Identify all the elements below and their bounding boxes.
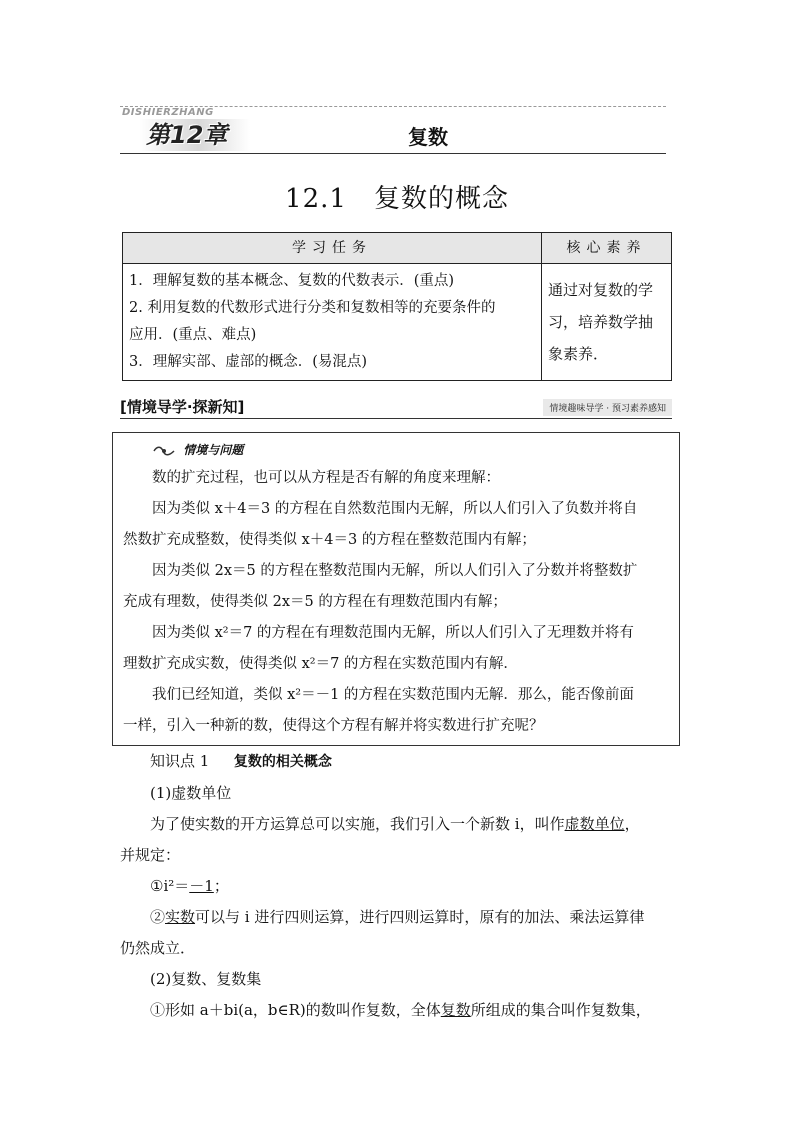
rule-continuation: 仍然成立． — [120, 939, 196, 957]
situation-heading-text: 情境与问题 — [183, 443, 244, 457]
situation-box — [112, 432, 680, 746]
task-item: 2. 利用复数的代数形式进行分类和复数相等的充要条件的 — [129, 300, 496, 316]
task-item: 应用．(重点、难点) — [129, 327, 257, 343]
knowledge-point-label: 知识点 1 — [150, 752, 210, 770]
learning-task-table — [122, 232, 672, 381]
intro-section-bar — [120, 396, 672, 419]
rule-item — [120, 902, 672, 933]
literacy-cell — [542, 264, 672, 381]
rule-text: ①形如 a＋bi(a，b∈R)的数叫作复数，全体 — [150, 1001, 441, 1019]
section-title: 12.1 复数的概念 — [285, 184, 509, 214]
paragraph-text: 为了使实数的开方运算总可以实施，我们引入一个新数 i，叫作 — [150, 815, 565, 833]
knowledge-point-title: 复数的相关概念 — [233, 754, 332, 770]
situation-line: 充成有理数，使得类似 2x＝5 的方程在有理数范围内有解； — [123, 594, 507, 610]
underlined-term: 实数 — [165, 908, 196, 926]
subheading: (2)复数、复数集 — [150, 970, 262, 988]
underlined-term: －1 — [189, 877, 214, 895]
header-learning-tasks: 学习任务 — [123, 233, 542, 264]
situation-text — [123, 463, 671, 742]
rule-item — [120, 995, 672, 1026]
literacy-line: 象素养． — [548, 345, 609, 363]
situation-line: 一样，引入一种新的数，使得这个方程有解并将实数进行扩充呢？ — [123, 718, 544, 734]
chapter-header — [120, 106, 666, 154]
task-item: 3．理解实部、虚部的概念．(易混点) — [129, 354, 368, 370]
situation-heading — [153, 441, 243, 458]
chapter-title: 复数 — [408, 125, 448, 149]
rule-text: ② — [150, 908, 166, 926]
situation-line: 理数扩充成实数，使得类似 x²＝7 的方程在实数范围内有解． — [123, 656, 518, 672]
situation-line: 然数扩充成整数，使得类似 x＋4＝3 的方程在整数范围内有解； — [123, 532, 536, 548]
chapter-pinyin: DISHIERZHANG — [122, 107, 214, 118]
situation-line: 因为类似 x＋4＝3 的方程在自然数范围内无解，所以人们引入了负数并将自 — [152, 501, 638, 517]
rule-text: ①i²＝ — [150, 877, 190, 895]
header-core-literacy: 核心素养 — [542, 233, 672, 264]
situation-line: 因为类似 x²＝7 的方程在有理数范围内无解，所以人们引入了无理数并将有 — [152, 625, 634, 641]
literacy-line: 习，培养数学抽 — [548, 313, 654, 331]
paragraph-text: ， — [624, 815, 640, 833]
situation-line: 因为类似 2x＝5 的方程在整数范围内无解，所以人们引入了分数并将整数扩 — [152, 563, 638, 579]
underlined-term: 虚数单位 — [564, 815, 625, 833]
rule-text: 所组成的集合叫作复数集， — [470, 1001, 651, 1019]
knowledge-section — [120, 746, 672, 1026]
underlined-term: 复数 — [440, 1001, 471, 1019]
paragraph — [120, 809, 672, 840]
table-row — [123, 264, 672, 381]
situation-line: 我们已经知道，类似 x²＝－1 的方程在实数范围内无解．那么，能否像前面 — [152, 687, 634, 703]
rule-text: 可以与 i 进行四则运算，进行四则运算时，原有的加法、乘法运算律 — [195, 908, 645, 926]
swirl-icon — [153, 446, 175, 456]
intro-section-tag: 情境趣味导学 · 预习素养感知 — [543, 399, 672, 416]
knowledge-point-heading — [120, 746, 672, 778]
intro-section-label: [情境导学·探新知] — [120, 398, 245, 416]
task-list — [123, 264, 542, 381]
paragraph: 并规定： — [120, 846, 181, 864]
situation-line: 数的扩充过程，也可以从方程是否有解的角度来理解： — [152, 470, 500, 486]
table-header-row — [123, 233, 672, 264]
rule-text: ； — [213, 877, 229, 895]
subheading: (1)虚数单位 — [150, 784, 232, 802]
chapter-badge: 第12章 — [120, 119, 250, 151]
task-item: 1．理解复数的基本概念、复数的代数表示．(重点) — [129, 273, 455, 289]
literacy-line: 通过对复数的学 — [548, 281, 654, 299]
rule-item — [120, 871, 672, 902]
